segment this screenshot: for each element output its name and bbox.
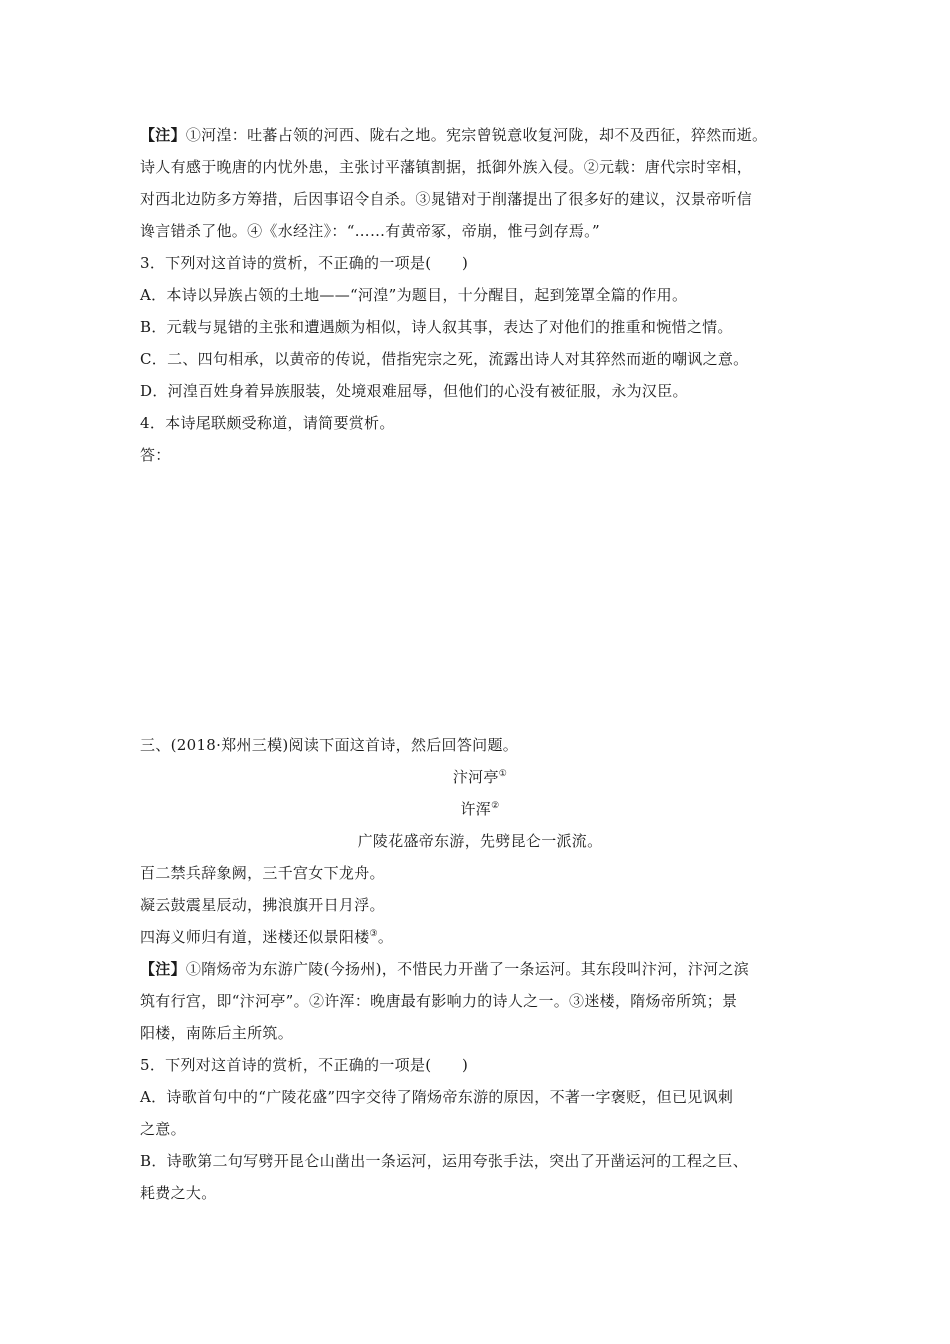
note-text: ①河湟：吐蕃占领的河西、陇右之地。宪宗曾锐意收复河陇，却不及西征，猝然而逝。 — [185, 126, 768, 144]
question-5-option-a-line-1: A．诗歌首句中的“广陵花盛”四字交待了隋炀帝东游的原因，不著一字褒贬，但已见讽刺 — [140, 1088, 734, 1106]
question-5-option-b-line-2: 耗费之大。 — [140, 1184, 217, 1202]
poem-title-text: 汴河亭 — [452, 768, 499, 786]
section-3-heading: 三、(2018·郑州三模)阅读下面这首诗，然后回答问题。 — [140, 736, 519, 754]
poem-line-2: 百二禁兵辞象阙，三千宫女下龙舟。 — [140, 864, 385, 882]
question-3-option-c: C．二、四句相承，以黄帝的传说，借指宪宗之死，流露出诗人对其猝然而逝的嘲讽之意。 — [140, 350, 749, 368]
footnote-mark: ② — [491, 801, 500, 811]
poem-line-3: 凝云鼓震星辰动，拂浪旗开日月浮。 — [140, 896, 385, 914]
poem-line-4-end: 。 — [377, 928, 394, 946]
note-1-line-4: 谗言错杀了他。④《水经注》：“……有黄帝冢，帝崩，惟弓剑存焉。” — [140, 222, 600, 240]
question-3-option-a: A．本诗以异族占领的土地——“河湟”为题目，十分醒目，起到笼罩全篇的作用。 — [140, 286, 688, 304]
note-2-line-3: 阳楼，南陈后主所筑。 — [140, 1024, 294, 1042]
note-text: ①隋炀帝为东游广陵(今扬州)，不惜民力开凿了一条运河。其东段叫汴河，汴河之滨 — [185, 960, 750, 978]
footnote-mark: ③ — [369, 929, 378, 939]
note-1-line-1 — [140, 124, 820, 146]
question-3-stem: 3．下列对这首诗的赏析，不正确的一项是( ) — [140, 254, 469, 272]
question-3-option-b: B．元载与晁错的主张和遭遇颇为相似，诗人叙其事，表达了对他们的推重和惋惜之情。 — [140, 318, 733, 336]
answer-label: 答： — [140, 446, 171, 464]
question-4-stem: 4．本诗尾联颇受称道，请简要赏析。 — [140, 414, 395, 432]
poem-line-4 — [140, 926, 820, 948]
note-tag: 【注】 — [140, 960, 186, 978]
poem-title — [140, 766, 820, 788]
poem-line-1: 广陵花盛帝东游，先劈昆仑一派流。 — [357, 832, 603, 850]
question-5-option-a-line-2: 之意。 — [140, 1120, 186, 1138]
question-5-stem: 5．下列对这首诗的赏析，不正确的一项是( ) — [140, 1056, 469, 1074]
note-2-line-2: 筑有行宫，即“汴河亭”。②许浑：晚唐最有影响力的诗人之一。③迷楼，隋炀帝所筑；景 — [140, 992, 738, 1010]
question-5-option-b-line-1: B．诗歌第二句写劈开昆仑山凿出一条运河，运用夸张手法，突出了开凿运河的工程之巨、 — [140, 1152, 749, 1170]
poem-line-4-text: 四海义师归有道，迷楼还似景阳楼 — [140, 928, 370, 946]
note-2-line-1 — [140, 958, 820, 980]
footnote-mark: ① — [498, 769, 508, 779]
note-1-line-2: 诗人有感于晚唐的内忧外患，主张讨平藩镇割据，抵御外族入侵。②元载：唐代宗时宰相， — [140, 158, 753, 176]
poem-author — [140, 798, 820, 820]
note-1-line-3: 对西北边防多方筹措，后因事诏令自杀。③晁错对于削藩提出了很多好的建议，汉景帝听信 — [140, 190, 753, 208]
question-3-option-d: D．河湟百姓身着异族服装，处境艰难屈辱，但他们的心没有被征服，永为汉臣。 — [140, 382, 688, 400]
note-tag: 【注】 — [140, 126, 186, 144]
poem-author-text: 许浑 — [460, 800, 492, 818]
